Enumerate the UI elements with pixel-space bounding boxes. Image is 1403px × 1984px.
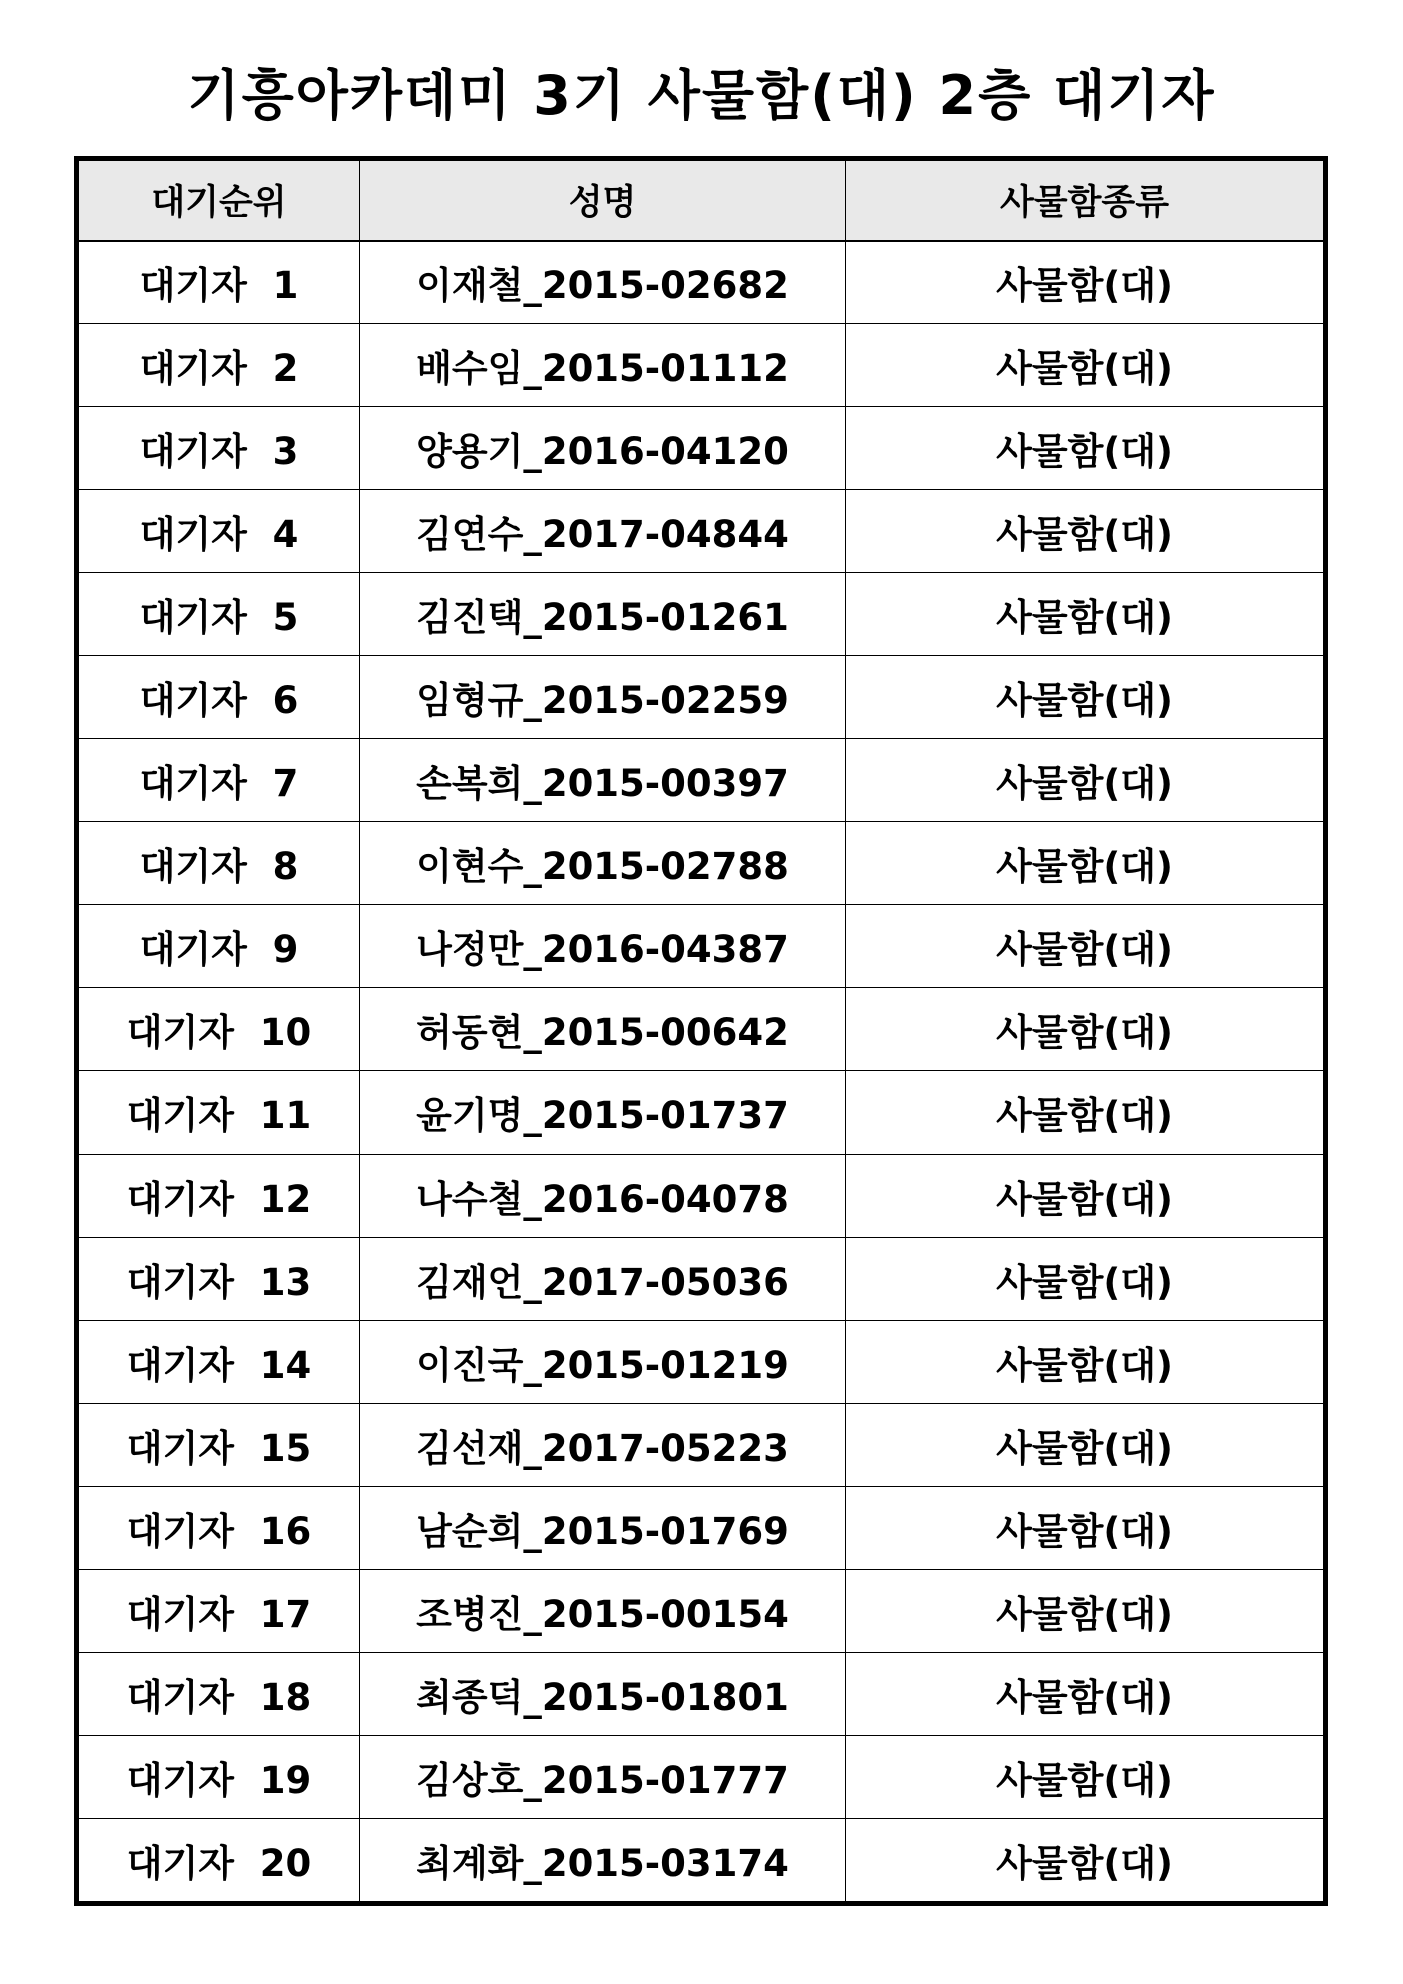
cell-name: 윤기명_2015-01737 — [360, 1071, 846, 1154]
cell-locker-type: 사물함(대) — [846, 1071, 1324, 1154]
cell-locker-type: 사물함(대) — [846, 1154, 1324, 1237]
cell-locker-type: 사물함(대) — [846, 739, 1324, 822]
page-title: 기흥아카데미 3기 사물함(대) 2층 대기자 — [187, 64, 1216, 127]
cell-rank: 대기자 6 — [79, 656, 360, 739]
cell-name: 이진국_2015-01219 — [360, 1320, 846, 1403]
table-row — [79, 1071, 1324, 1154]
table-row — [79, 1569, 1324, 1652]
table-row — [79, 573, 1324, 656]
cell-name: 나정만_2016-04387 — [360, 905, 846, 988]
table-row — [79, 1818, 1324, 1901]
cell-rank: 대기자 12 — [79, 1154, 360, 1237]
cell-name: 이현수_2015-02788 — [360, 822, 846, 905]
cell-name: 김진택_2015-01261 — [360, 573, 846, 656]
cell-rank: 대기자 1 — [79, 241, 360, 324]
table-row — [79, 1486, 1324, 1569]
cell-rank: 대기자 10 — [79, 988, 360, 1071]
cell-rank: 대기자 19 — [79, 1735, 360, 1818]
cell-name: 배수임_2015-01112 — [360, 324, 846, 407]
cell-name: 최계화_2015-03174 — [360, 1818, 846, 1901]
table-row — [79, 1154, 1324, 1237]
cell-name: 김재언_2017-05036 — [360, 1237, 846, 1320]
cell-name: 임형규_2015-02259 — [360, 656, 846, 739]
cell-rank: 대기자 5 — [79, 573, 360, 656]
table-row — [79, 1320, 1324, 1403]
cell-rank: 대기자 7 — [79, 739, 360, 822]
table-row — [79, 1403, 1324, 1486]
cell-rank: 대기자 3 — [79, 407, 360, 490]
table-body — [79, 241, 1324, 1902]
cell-locker-type: 사물함(대) — [846, 1237, 1324, 1320]
cell-name: 손복희_2015-00397 — [360, 739, 846, 822]
cell-rank: 대기자 16 — [79, 1486, 360, 1569]
cell-locker-type: 사물함(대) — [846, 1569, 1324, 1652]
cell-name: 이재철_2015-02682 — [360, 241, 846, 324]
waitlist-table-frame — [74, 156, 1328, 1906]
cell-rank: 대기자 14 — [79, 1320, 360, 1403]
cell-rank: 대기자 18 — [79, 1652, 360, 1735]
table-row — [79, 905, 1324, 988]
cell-name: 김연수_2017-04844 — [360, 490, 846, 573]
table-row — [79, 407, 1324, 490]
cell-rank: 대기자 11 — [79, 1071, 360, 1154]
cell-locker-type: 사물함(대) — [846, 1486, 1324, 1569]
cell-locker-type: 사물함(대) — [846, 1652, 1324, 1735]
cell-name: 남순희_2015-01769 — [360, 1486, 846, 1569]
cell-rank: 대기자 13 — [79, 1237, 360, 1320]
table-row — [79, 490, 1324, 573]
cell-locker-type: 사물함(대) — [846, 656, 1324, 739]
cell-rank: 대기자 4 — [79, 490, 360, 573]
table-row — [79, 1735, 1324, 1818]
cell-locker-type: 사물함(대) — [846, 490, 1324, 573]
cell-locker-type: 사물함(대) — [846, 407, 1324, 490]
cell-locker-type: 사물함(대) — [846, 905, 1324, 988]
cell-name: 조병진_2015-00154 — [360, 1569, 846, 1652]
column-header-rank: 대기순위 — [79, 161, 360, 241]
table-header-row — [79, 161, 1324, 241]
table-row — [79, 656, 1324, 739]
cell-locker-type: 사물함(대) — [846, 241, 1324, 324]
cell-name: 김상호_2015-01777 — [360, 1735, 846, 1818]
cell-rank: 대기자 9 — [79, 905, 360, 988]
cell-rank: 대기자 8 — [79, 822, 360, 905]
table-row — [79, 1237, 1324, 1320]
table-row — [79, 1652, 1324, 1735]
cell-locker-type: 사물함(대) — [846, 988, 1324, 1071]
cell-locker-type: 사물함(대) — [846, 822, 1324, 905]
column-header-locker-type: 사물함종류 — [846, 161, 1324, 241]
cell-name: 허동현_2015-00642 — [360, 988, 846, 1071]
table-row — [79, 324, 1324, 407]
cell-locker-type: 사물함(대) — [846, 324, 1324, 407]
cell-rank: 대기자 17 — [79, 1569, 360, 1652]
cell-rank: 대기자 2 — [79, 324, 360, 407]
table-row — [79, 822, 1324, 905]
cell-locker-type: 사물함(대) — [846, 1403, 1324, 1486]
waitlist-table — [78, 160, 1324, 1902]
cell-locker-type: 사물함(대) — [846, 1818, 1324, 1901]
cell-locker-type: 사물함(대) — [846, 1320, 1324, 1403]
cell-name: 양용기_2016-04120 — [360, 407, 846, 490]
cell-name: 김선재_2017-05223 — [360, 1403, 846, 1486]
table-row — [79, 739, 1324, 822]
table-row — [79, 988, 1324, 1071]
cell-name: 나수철_2016-04078 — [360, 1154, 846, 1237]
cell-locker-type: 사물함(대) — [846, 573, 1324, 656]
table-row — [79, 241, 1324, 324]
cell-rank: 대기자 20 — [79, 1818, 360, 1901]
cell-rank: 대기자 15 — [79, 1403, 360, 1486]
column-header-name: 성명 — [360, 161, 846, 241]
cell-locker-type: 사물함(대) — [846, 1735, 1324, 1818]
cell-name: 최종덕_2015-01801 — [360, 1652, 846, 1735]
